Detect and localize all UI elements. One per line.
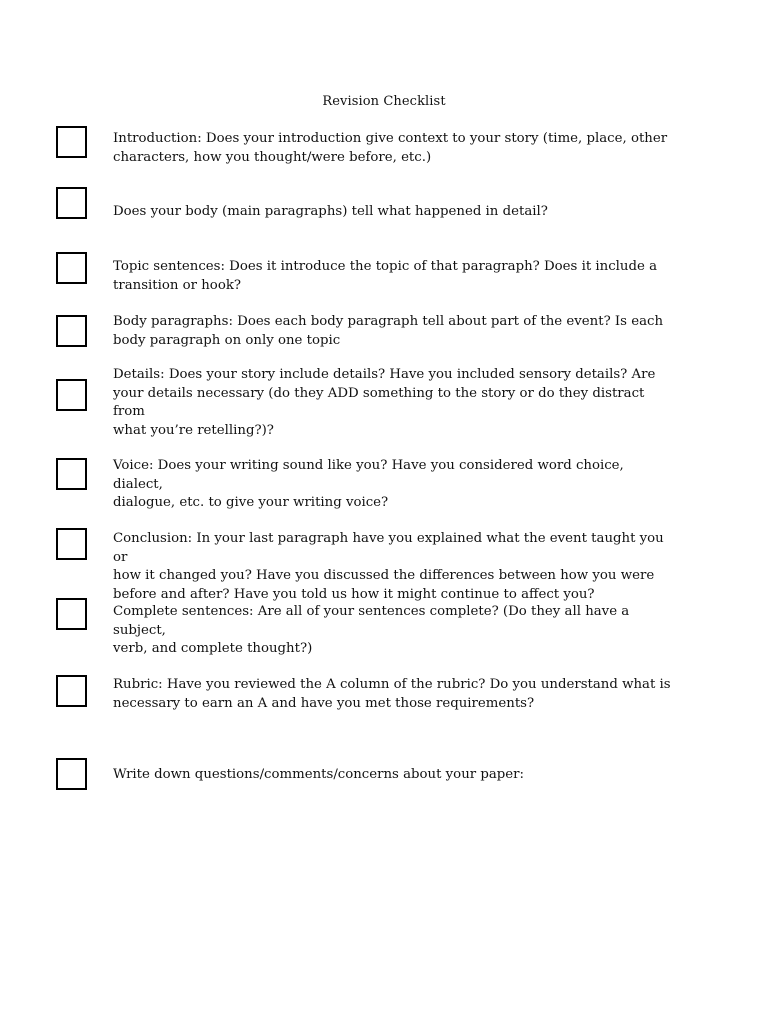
checklist-item-text: Conclusion: In your last paragraph have you explained what the event taught you or how it changed you? Have you discussed the differences between how you were before and after? Have you told us how it might continue to affect you?	[113, 531, 664, 602]
checkbox[interactable]	[56, 528, 87, 560]
checkbox[interactable]	[56, 126, 87, 158]
checkbox[interactable]	[56, 315, 87, 347]
checkbox[interactable]	[56, 379, 87, 411]
checklist-item-text: Write down questions/comments/concerns about your paper:	[113, 767, 524, 782]
checkbox[interactable]	[56, 598, 87, 630]
checklist-item-text: Does your body (main paragraphs) tell what happened in detail?	[113, 204, 548, 219]
checkbox[interactable]	[56, 675, 87, 707]
checklist-item-text: Topic sentences: Does it introduce the topic of that paragraph? Does it include a transition or hook?	[113, 259, 658, 293]
checkbox[interactable]	[56, 252, 87, 284]
checklist-item-text: Introduction: Does your introduction give context to your story (time, place, other characters, how you thought/were before, etc.)	[113, 131, 668, 165]
checklist-item-text: Complete sentences: Are all of your sentences complete? (Do they all have a subject, verb, and complete thought?)	[113, 604, 630, 656]
checklist-item-text: Rubric: Have you reviewed the A column of the rubric? Do you understand what is necessary to earn an A and have you met those requirements?	[113, 677, 671, 711]
checklist-item-text: Voice: Does your writing sound like you? Have you considered word choice, dialect, dialogue, etc. to give your writing voice?	[113, 458, 624, 510]
checkbox[interactable]	[56, 758, 87, 790]
checklist-item-text: Details: Does your story include details? Have you included sensory details? Are your details necessary (do they ADD something to the story or do they distract from what you’re retelling?)?	[113, 367, 656, 438]
page-title: Revision Checklist	[322, 94, 446, 109]
checkbox[interactable]	[56, 187, 87, 219]
checkbox[interactable]	[56, 458, 87, 490]
checklist-item-text: Body paragraphs: Does each body paragraph tell about part of the event? Is each body paragraph on only one topic	[113, 314, 664, 348]
